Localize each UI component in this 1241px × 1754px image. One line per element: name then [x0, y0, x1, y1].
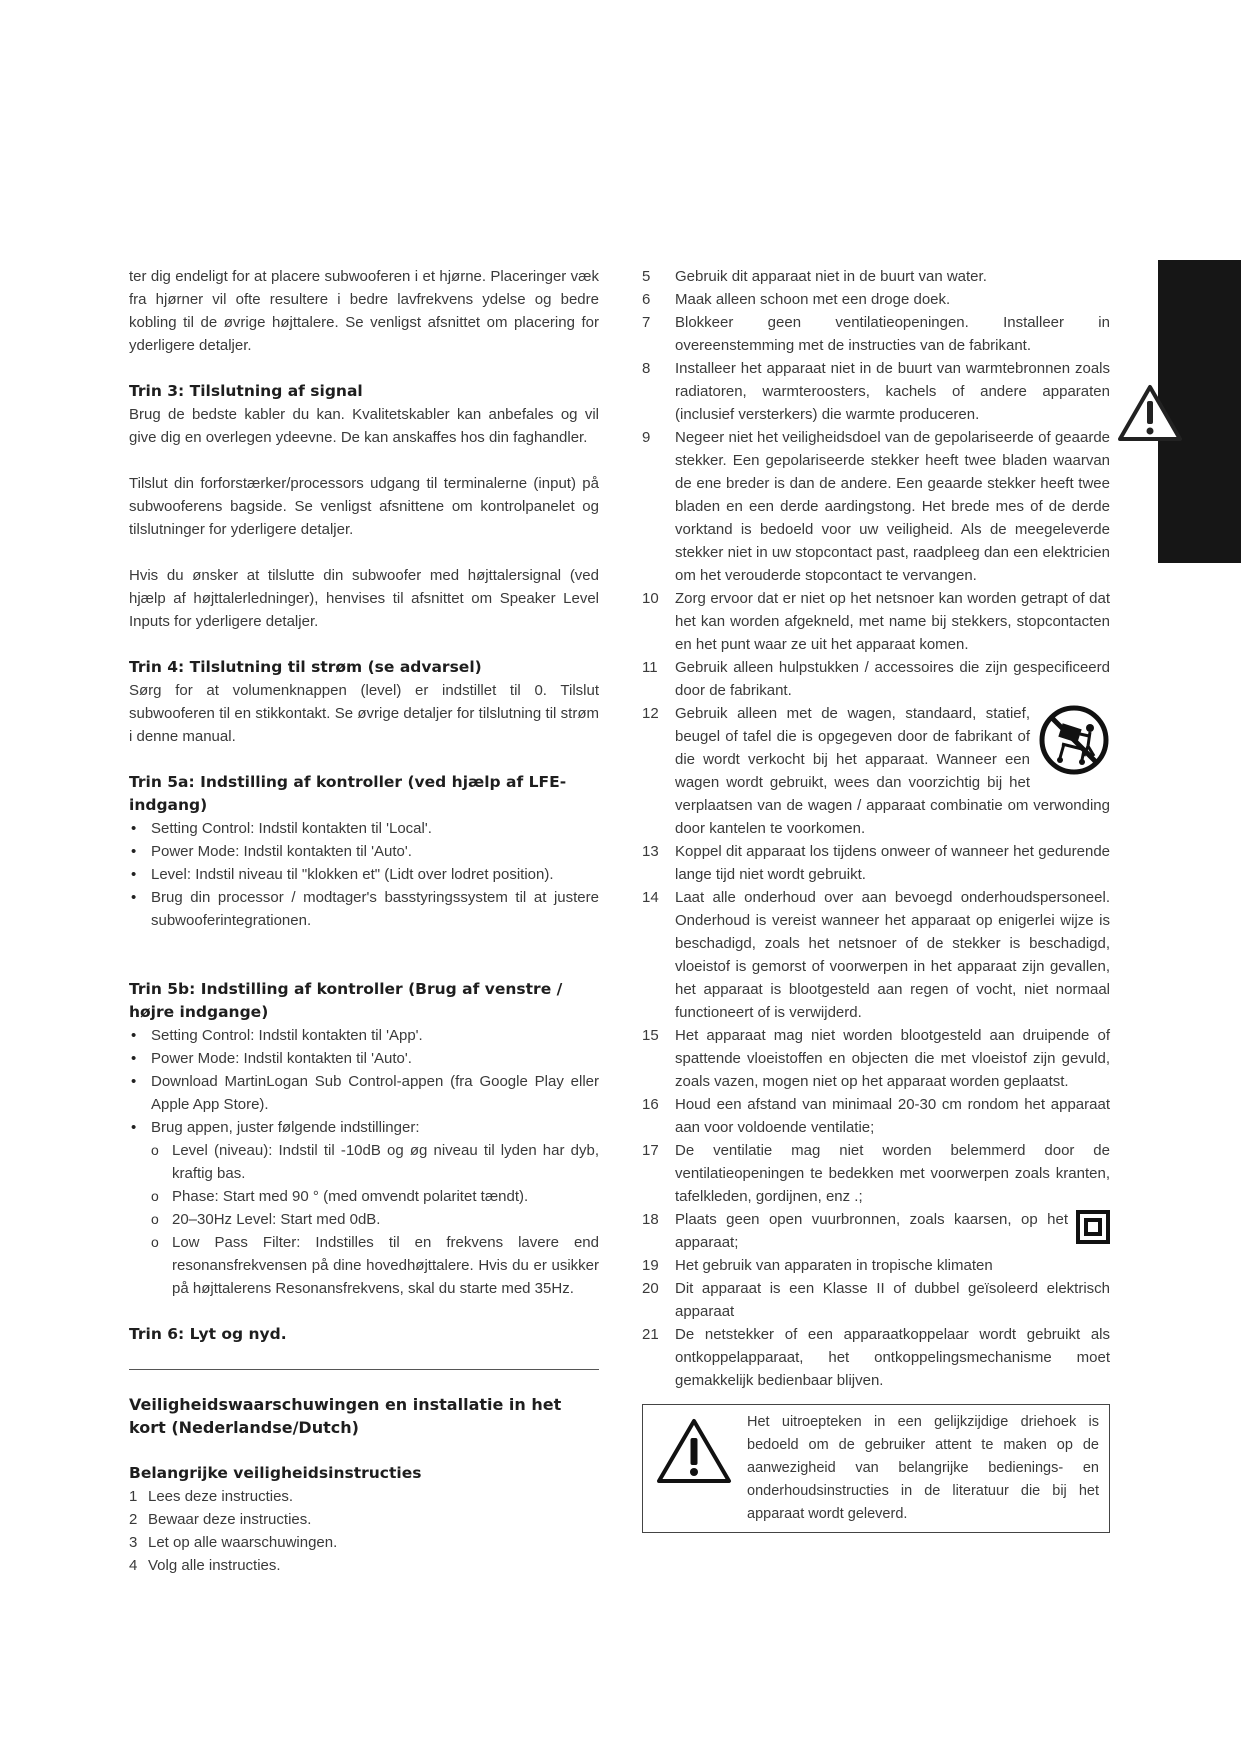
list-item: 3 Let op alle waarschuwingen.	[129, 1534, 338, 1551]
safety-heading: Belangrijke veiligheidsinstructies	[129, 1464, 422, 1482]
trin5b-sublist	[129, 1139, 599, 1300]
sub-list-item: o Level (niveau): Indstil til -10dB og øg niveau til lyden har dyb, kraftig bas.	[129, 1139, 599, 1185]
trin4-heading: Trin 4: Tilslutning til strøm (se advarsel)	[129, 658, 482, 676]
list-item: 13 Koppel dit apparaat los tijdens onweer of wanneer het gedurende lange tijd niet wordt gebruikt.	[642, 843, 1110, 883]
safety-list	[129, 1485, 599, 1577]
list-item: • Power Mode: Indstil kontakten til 'Auto'.	[129, 1047, 599, 1070]
exclamation-triangle-icon	[655, 1417, 733, 1485]
list-item: • Download MartinLogan Sub Control-appen (fra Google Play eller Apple App Store).	[129, 1070, 599, 1116]
sub-list-item: o Phase: Start med 90 ° (med omvendt polaritet tændt).	[129, 1185, 599, 1208]
trin5b-list	[129, 1024, 599, 1139]
list-item: 12 Gebruik alleen met de wagen, standaard, statief, beugel of tafel die is opgegeven door de fabrikant of die wordt verkocht bij het apparaat. Wanneer een wagen wordt gebruikt, wees dan voorzichtig bij het verplaatsen van de wagen / apparaat combinatie om verwonding door kantelen te voorkomen.	[642, 705, 1110, 837]
list-item: 20 Dit apparaat is een Klasse II of dubbel geïsoleerd elektrisch apparaat	[642, 1280, 1110, 1320]
trin4-paragraph: Sørg for at volumenknappen (level) er indstillet til 0. Tilslut subwooferen til en stikkontakt. Se øvrige detaljer for tilslutning til strøm i denne manual.	[129, 682, 599, 745]
list-item: 16 Houd een afstand van minimaal 20-30 cm rondom het apparaat aan voor voldoende ventilatie;	[642, 1096, 1110, 1136]
list-item: 10 Zorg ervoor dat er niet op het netsnoer kan worden getrapt of dat het kan worden afgekneld, met name bij stekkers, stopcontacten en het punt waar ze uit het apparaat komen.	[642, 590, 1110, 653]
list-item: • Setting Control: Indstil kontakten til 'Local'.	[129, 817, 599, 840]
list-item: 9 Negeer niet het veiligheidsdoel van de gepolariseerde of geaarde stekker. Een gepolariseerde stekker heeft twee bladen waarvan de ene breder is dan de andere. Een geaarde stekker heeft twee bladen en een derde aardingstong. Het brede mes of de derde vorktand is bedoeld voor uw veiligheid. Als de meegeleverde stekker niet in uw stopcontact past, raadpleeg dan een elektricien om het verouderde stopcontact te vervangen.	[642, 429, 1110, 584]
list-item: 14 Laat alle onderhoud over aan bevoegd onderhoudspersoneel. Onderhoud is vereist wanneer het apparaat op enigerlei wijze is beschadigd, zoals het netsnoer of de stekker is beschadigd, vloeistof is gemorst of voorwerpen in het apparaat zijn gevallen, het apparaat is blootgesteld aan regen of vocht, niet normaal functioneert of is verwijderd.	[642, 889, 1110, 1021]
list-item: 2 Bewaar deze instructies.	[129, 1511, 312, 1528]
list-item: • Power Mode: Indstil kontakten til 'Auto'.	[129, 840, 599, 863]
list-item: 4 Volg alle instructies.	[129, 1557, 281, 1574]
right-column	[642, 265, 1110, 1533]
list-item: 15 Het apparaat mag niet worden blootgesteld aan druipende of spattende vloeistoffen en objecten die met vloeistof zijn gevuld, zoals vazen, mogen niet op het apparaat worden geplaatst.	[642, 1027, 1110, 1090]
section-heading-dutch: Veiligheidswaarschuwingen en installatie in het kort (Nederlandse/Dutch)	[129, 1395, 562, 1437]
list-item: • Brug din processor / modtager's basstyringssystem til at justere subwooferintegrationen.	[129, 886, 599, 932]
list-item: 19 Het gebruik van apparaten in tropische klimaten	[642, 1257, 993, 1274]
trin6-heading: Trin 6: Lyt og nyd.	[129, 1325, 287, 1343]
sub-list-item: o 20–30Hz Level: Start med 0dB.	[129, 1208, 599, 1231]
sub-list-item: o Low Pass Filter: Indstilles til en frekvens lavere end resonansfrekvensen på dine hovedhøjttalere. Hvis du er usikker på højttalerens Resonansfrekvens, skal du starte med 35Hz.	[129, 1231, 599, 1300]
list-item: 7 Blokkeer geen ventilatieopeningen. Installeer in overeenstemming met de instructies van de fabrikant.	[642, 314, 1110, 354]
trin5a-list	[129, 817, 599, 932]
trin3-heading: Trin 3: Tilslutning af signal	[129, 382, 363, 400]
warning-text: Het uitroepteken in een gelijkzijdige driehoek is bedoeld om de gebruiker attent te maken op de aanwezigheid van belangrijke bedienings- en onderhoudsinstructies in de literatuur die bij het apparaat wordt geleverd.	[747, 1414, 1099, 1522]
list-item: • Brug appen, juster følgende indstillinger:	[129, 1116, 599, 1139]
trin5b-heading: Trin 5b: Indstilling af kontroller (Brug af venstre / højre indgange)	[129, 980, 563, 1021]
list-item: 11 Gebruik alleen hulpstukken / accessoires die zijn gespecificeerd door de fabrikant.	[642, 659, 1110, 699]
warning-box	[642, 1404, 1110, 1533]
class-ii-double-square-icon	[1076, 1210, 1110, 1244]
list-item: 17 De ventilatie mag niet worden belemmerd door de ventilatieopeningen te bedekken met voorwerpen zoals kranten, tafelkleden, gordijnen, enz .;	[642, 1142, 1110, 1205]
left-column	[129, 265, 599, 1577]
trin5a-heading: Trin 5a: Indstilling af kontroller (ved hjælp af LFE-indgang)	[129, 773, 567, 814]
list-item: • Level: Indstil niveau til "klokken et" (Lidt over lodret position).	[129, 863, 599, 886]
list-item: 5 Gebruik dit apparaat niet in de buurt van water.	[642, 268, 987, 285]
intro-paragraph: ter dig endeligt for at placere subwooferen i et hjørne. Placeringer væk fra hjørner vil ofte resultere i bedre lavfrekvens ydelse og bedre kobling til de øvrige højttalere. Se venligst afsnittet om placering for yderligere detaljer.	[129, 268, 599, 354]
trin3-paragraph-2: Tilslut din forforstærker/processors udgang til terminalerne (input) på subwooferens bagside. Se venligst afsnittene om kontrolpanelet og tilslutninger for yderligere detaljer.	[129, 475, 599, 538]
list-item: 6 Maak alleen schoon met een droge doek.	[642, 291, 951, 308]
cart-tip-over-warning-icon	[1038, 704, 1110, 776]
list-item: • Setting Control: Indstil kontakten til 'App'.	[129, 1024, 599, 1047]
list-item: 21 De netstekker of een apparaatkoppelaar wordt gebruikt als ontkoppelapparaat, het ontkoppelingsmechanisme moet gemakkelijk bedienbaar blijven.	[642, 1326, 1110, 1389]
section-divider	[129, 1369, 599, 1370]
list-item: 18 Plaats geen open vuurbronnen, zoals kaarsen, op het apparaat;	[642, 1208, 1110, 1254]
list-item: 8 Installeer het apparaat niet in de buurt van warmtebronnen zoals radiatoren, warmteroosters, kachels of andere apparaten (inclusief versterkers) die warmte produceren.	[642, 360, 1110, 423]
exclamation-triangle-icon	[1117, 384, 1183, 442]
trin3-paragraph-3: Hvis du ønsker at tilslutte din subwoofer med højttalersignal (ved hjælp af højttalerledninger), henvises til afsnittet om Speaker Level Inputs for yderligere detaljer.	[129, 567, 599, 630]
trin3-paragraph-1: Brug de bedste kabler du kan. Kvalitetskabler kan anbefales og vil give dig en overlegen ydeevne. De kan anskaffes hos din faghandler.	[129, 406, 599, 446]
list-item: 1 Lees deze instructies.	[129, 1488, 294, 1505]
safety-list-continued	[642, 265, 1110, 1392]
